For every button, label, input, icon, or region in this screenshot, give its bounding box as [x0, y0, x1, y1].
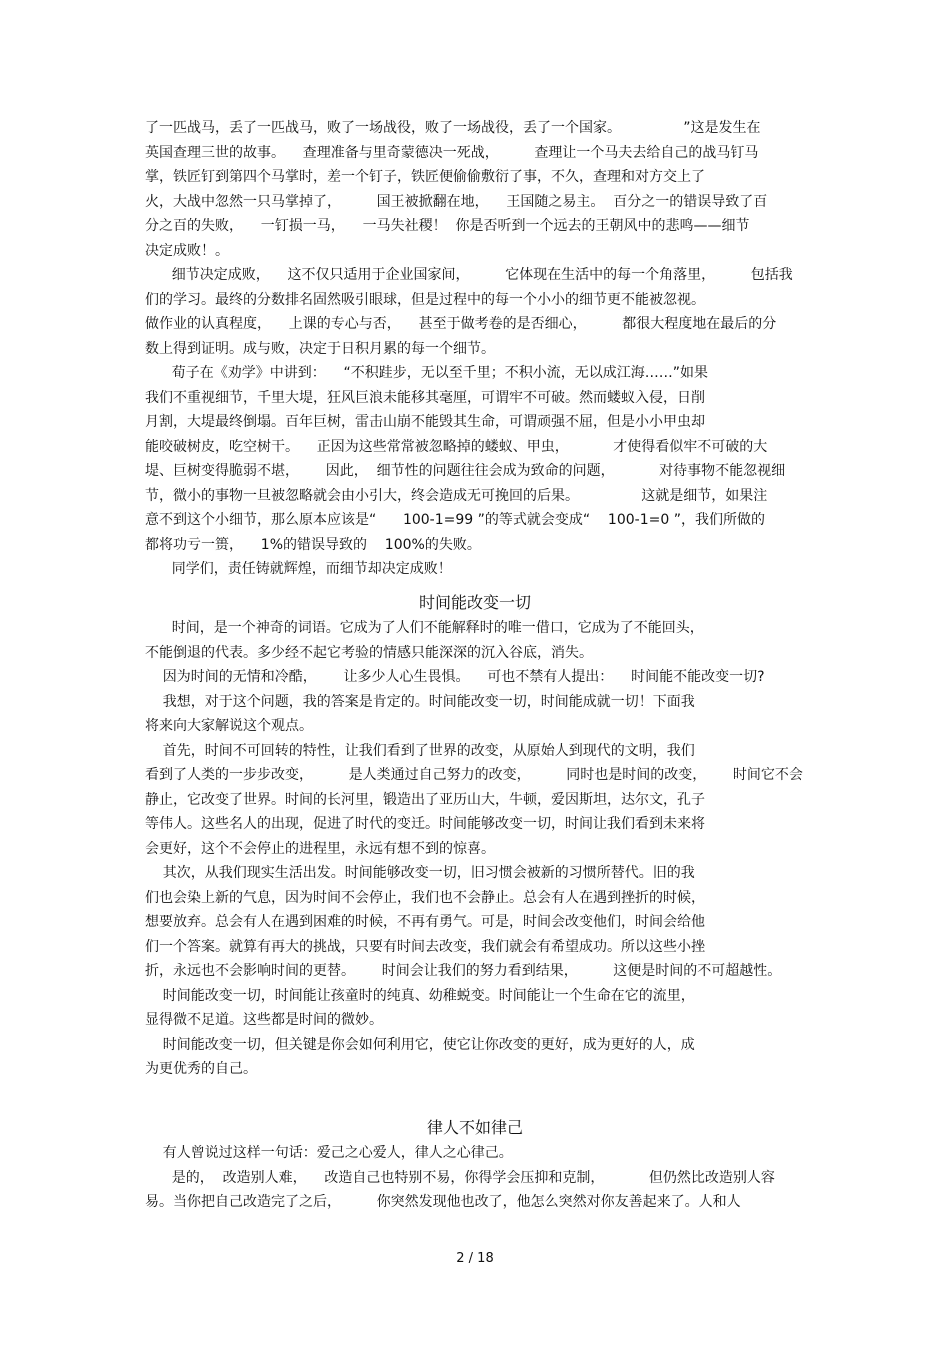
text-line: 静止，它改变了世界。时间的长河里，锻造出了亚历山大，牛顿，爱因斯坦，达尔文，孔子 [145, 791, 705, 808]
text-line: 堤、巨树变得脆弱不堪， 因此， 细节性的问题往往会成为致命的问题， 对待事物不能忽视细 [145, 463, 786, 479]
section-title-time: 时间能改变一切 [418, 593, 531, 612]
text-line: 意不到这个小细节，那么原本应该是“ 100-1=99 ”的等式就会变成“ 100-1=0 ”，我们所做的 [145, 512, 765, 528]
text-line: 能咬破树皮，吃空树干。 正因为这些常常被忽略掉的蝼蚁、甲虫， 才使得看似牢不可破的大 [145, 438, 768, 455]
text-line: 做作业的认真程度， 上课的专心与否， 甚至于做考卷的是否细心， 都很大程度地在最后的分 [145, 316, 777, 332]
page-number: 2 / 18 [456, 1251, 494, 1266]
text-line: 看到了人类的一步步改变， 是人类通过自己努力的改变， 同时也是时间的改变， 时间它不会 [145, 767, 803, 783]
text-line: 有人曾说过这样一句话：爱己之心爱人，律人之心律己。 [145, 1145, 513, 1161]
text-line: 不能倒退的代表。多少经不起它考验的情感只能深深的沉入谷底，消失。 [145, 644, 593, 661]
text-line: 了一匹战马，丢了一匹战马，败了一场战役，败了一场战役，丢了一个国家。 ”这是发生在 [145, 120, 761, 136]
text-line: 们也会染上新的气息，因为时间不会停止，我们也不会静止。总会有人在遇到挫折的时候， [145, 889, 705, 906]
section-title-discipline: 律人不如律己 [426, 1118, 523, 1137]
text-line: 将来向大家解说这个观点。 [145, 718, 313, 734]
text-line: 显得微不足道。这些都是时间的微妙。 [145, 1012, 383, 1028]
text-line: 掌，铁匠钉到第四个马掌时，差一个钉子，铁匠便偷偷敷衍了事，不久，查理和对方交上了 [145, 169, 705, 185]
text-line: 等伟人。这些名人的出现，促进了时代的变迁。时间能够改变一切，时间让我们看到未来将 [145, 816, 705, 832]
text-line: 为更优秀的自己。 [145, 1061, 257, 1077]
text-line: 首先，时间不可回转的特性，让我们看到了世界的改变，从原始人到现代的文明，我们 [145, 742, 695, 759]
text-line: 英国查理三世的故事。 查理准备与里奇蒙德决一死战， 查理让一个马夫去给自己的战马钉马 [145, 144, 759, 161]
text-line: 火，大战中忽然一只马掌掉了， 国王被掀翻在地， 王国随之易主。 百分之一的错误导致了百 [145, 193, 768, 210]
text-line: 时间能改变一切，但关键是你会如何利用它，使它让你改变的更好，成为更好的人，成 [145, 1036, 695, 1053]
text-line: 们一个答案。就算有再大的挑战，只要有时间去改变，我们就会有希望成功。所以这些小挫 [145, 938, 705, 955]
text-line: 都将功亏一篑， 1%的错误导致的 100%的失败。 [145, 536, 481, 553]
text-line: 同学们，责任铸就辉煌，而细节却决定成败！ [145, 561, 452, 577]
text-line: 荀子在《劝学》中讲到： “不积跬步，无以至千里；不积小流，无以成江海……”如果 [145, 365, 709, 381]
text-line: 易。当你把自己改造完了之后， 你突然发现他也改了，他怎么突然对你友善起来了。人和人 [145, 1194, 741, 1210]
text-line: 会更好，这个不会停止的进程里，永远有想不到的惊喜。 [145, 840, 495, 857]
text-line: 时间能改变一切，时间能让孩童时的纯真、幼稚蜕变。时间能让一个生命在它的流里， [145, 987, 695, 1004]
text-line: 们的学习。最终的分数排名固然吸引眼球，但是过程中的每一个小小的细节更不能被忽视。 [145, 291, 705, 308]
text-line: 想要放弃。总会有人在遇到困难的时候，不再有勇气。可是，时间会改变他们，时间会给他 [145, 914, 705, 930]
text-line: 其次，从我们现实生活出发。时间能够改变一切，旧习惯会被新的习惯所替代。旧的我 [145, 865, 695, 881]
text-line: 折，永远也不会影响时间的更替。 时间会让我们的努力看到结果， 这便是时间的不可超越性。 [145, 963, 782, 979]
text-line: 数上得到证明。成与败，决定于日积月累的每一个细节。 [145, 340, 495, 357]
text-line: 节，微小的事物一旦被忽略就会由小引大，终会造成无可挽回的后果。 这就是细节，如果注 [145, 487, 768, 504]
text-line: 决定成败！。 [145, 242, 229, 259]
text-line: 月割，大堤最终倒塌。百年巨树，雷击山崩不能毁其生命，可谓顽强不屈，但是小小甲虫却 [145, 414, 705, 430]
text-line: 细节决定成败， 这不仅只适用于企业国家间， 它体现在生活中的每一个角落里， 包括我 [145, 267, 793, 283]
text-line: 因为时间的无情和冷酷， 让多少人心生畏惧。 可也不禁有人提出： 时间能不能改变一切? [145, 669, 765, 685]
text-line: 我们不重视细节，千里大堤，狂风巨浪未能移其毫厘，可谓牢不可破。然而蝼蚁入侵，日削 [145, 389, 705, 406]
text-line: 分之百的失败， 一钉损一马， 一马失社稷！ 你是否听到一个远去的王朝风中的悲鸣——细节 [145, 218, 750, 234]
text-line: 我想，对于这个问题，我的答案是肯定的。时间能改变一切，时间能成就一切！下面我 [145, 693, 695, 710]
text-line: 时间，是一个神奇的词语。它成为了人们不能解释时的唯一借口，它成为了不能回头， [145, 620, 704, 636]
text-line: 是的， 改造别人难， 改造自己也特别不易，你得学会压抑和克制， 但仍然比改造别人容 [145, 1169, 775, 1186]
